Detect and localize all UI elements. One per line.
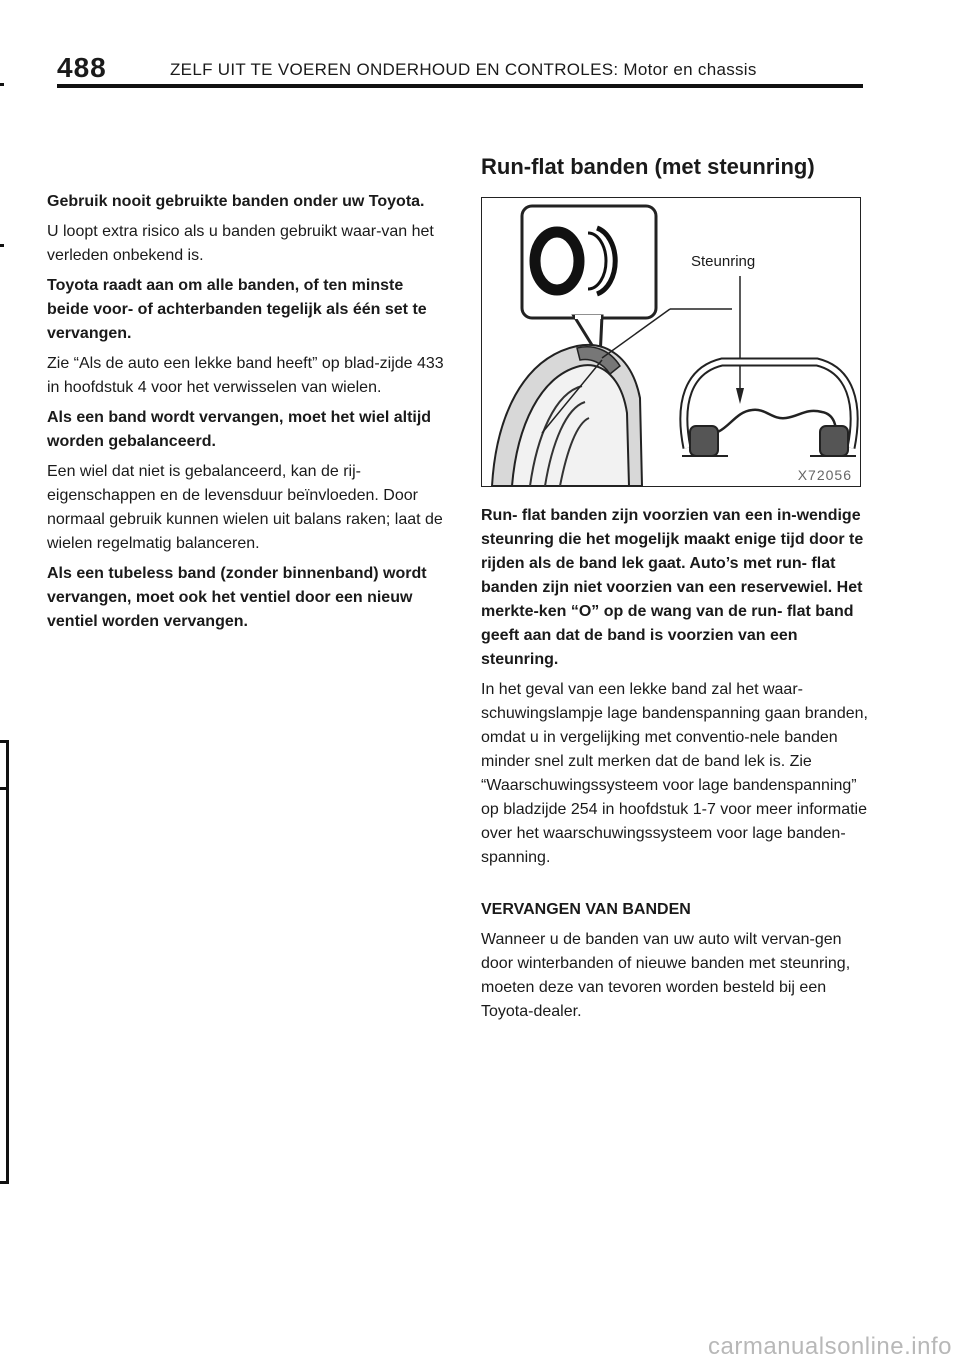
left-column bbox=[47, 190, 447, 640]
left-paragraph: Een wiel dat niet is gebalanceerd, kan de rij-eigenschappen en de levensduur beïnvloeden. Door normaal gebruik kunnen wielen uit balans raken; laat de wielen regelmatig balanceren. bbox=[47, 463, 443, 552]
edge-bar-vertical bbox=[6, 740, 9, 1184]
left-paragraph: Als een tubeless band (zonder binnenband) wordt vervangen, moet ook het ventiel door een nieuw ventiel worden vervangen. bbox=[47, 565, 427, 630]
watermark: carmanualsonline.info bbox=[708, 1333, 952, 1360]
page-number: 488 bbox=[57, 52, 107, 83]
figure-label-steunring: Steunring bbox=[691, 253, 756, 270]
right-column bbox=[481, 504, 873, 1030]
edge-mark-mid bbox=[0, 244, 4, 247]
header-rule bbox=[57, 84, 863, 88]
left-paragraph: Zie “Als de auto een lekke band heeft” op blad-zijde 433 in hoofdstuk 4 voor het verwisselen van wielen. bbox=[47, 355, 444, 396]
left-paragraph: Toyota raadt aan om alle banden, of ten minste beide voor- of achterbanden tegelijk als één set te vervangen. bbox=[47, 277, 427, 342]
run-flat-tire-illustration bbox=[482, 198, 860, 486]
subheading-vervangen: VERVANGEN VAN BANDEN bbox=[481, 901, 691, 918]
left-paragraph: Gebruik nooit gebruikte banden onder uw Toyota. bbox=[47, 193, 425, 210]
right-body-paragraph: In het geval van een lekke band zal het waar-schuwingslampje lage bandenspanning gaan branden, omdat u in vergelijking met conventio-nele banden minder snel zult merken dat de band lek is. Zie “Waarschuwingssysteem voor lage bandenspanning” op bladzijde 254 in hoofdstuk 1-7 voor meer informatie over het waarschuwingssysteem voor lage banden-spanning. bbox=[481, 681, 868, 866]
running-header: ZELF UIT TE VOEREN ONDERHOUD EN CONTROLES: Motor en chassis bbox=[170, 60, 757, 79]
section-title: Run-flat banden (met steunring) bbox=[481, 154, 815, 179]
edge-bar-bottom bbox=[0, 1181, 9, 1184]
right-intro-paragraph: Run- flat banden zijn voorzien van een in-wendige steunring die het mogelijk maakt enige tijd door te rijden als de band lek gaat. Auto’s met run- flat banden zijn niet voorzien van een reservewiel. Het merkte-ken “O” op de wang van de run- flat band geeft aan dat de band is voorzien van een steunring. bbox=[481, 507, 864, 668]
edge-mark-top bbox=[0, 83, 4, 86]
left-paragraph: Als een band wordt vervangen, moet het wiel altijd worden gebalanceerd. bbox=[47, 409, 432, 450]
run-flat-figure bbox=[481, 197, 861, 487]
figure-code: X72056 bbox=[797, 467, 852, 483]
right-final-paragraph: Wanneer u de banden van uw auto wilt vervan-gen door winterbanden of nieuwe banden met steunring, moeten deze van tevoren worden besteld bij een Toyota-dealer. bbox=[481, 931, 851, 1020]
spacer bbox=[481, 876, 873, 898]
left-paragraph: U loopt extra risico als u banden gebruikt waar-van het verleden onbekend is. bbox=[47, 223, 434, 264]
